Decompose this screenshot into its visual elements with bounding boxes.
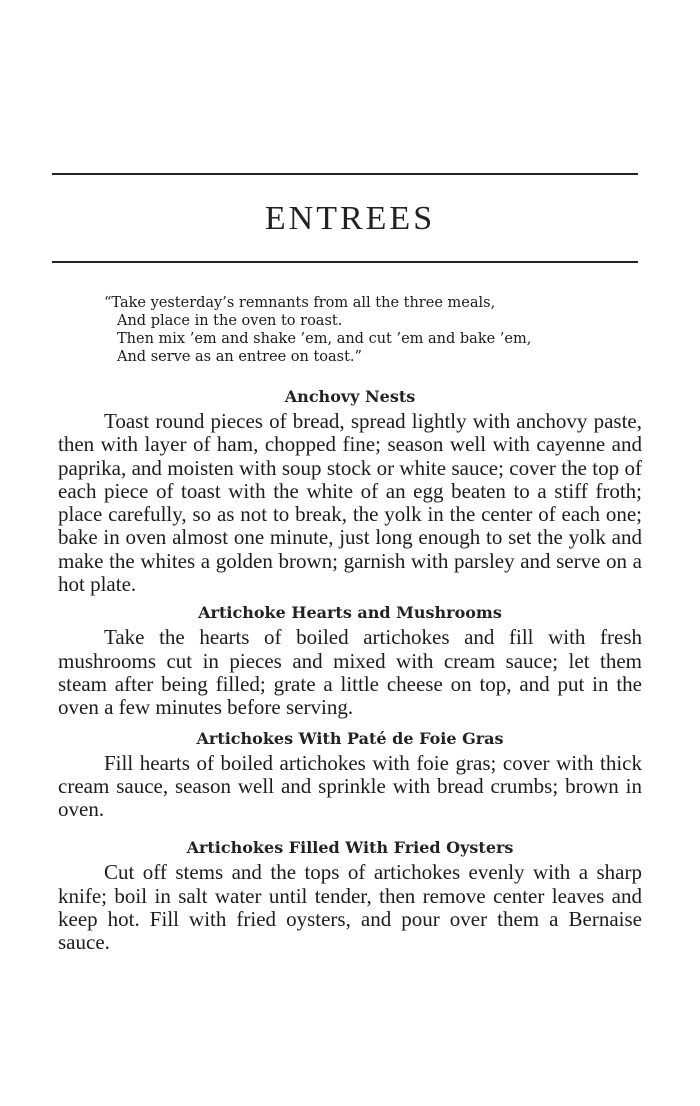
recipe-heading: Artichokes Filled With Fried Oysters <box>186 838 514 858</box>
recipe-anchovy-nests <box>58 384 642 596</box>
recipe-body: Cut off stems and the tops of artichokes evenly with a sharp knife; boil in salt water until tender, then remove center leaves and keep hot. Fill with fried oysters, and pour over them a Bernaise sauce. <box>58 860 642 955</box>
recipe-list <box>58 384 642 955</box>
recipe-heading: Anchovy Nests <box>284 387 416 406</box>
recipe-body: Fill hearts of boiled artichokes with foie gras; cover with thick cream sauce, season well and sprinkle with bread crumbs; brown in oven. <box>58 750 642 822</box>
recipe-heading: Artichoke Hearts and Mushrooms <box>198 603 502 623</box>
bottom-rule <box>52 261 638 263</box>
recipe-body: Toast round pieces of bread, spread lightly with anchovy paste, then with layer of ham, chopped fine; season well with cayenne and paprika, and moisten with soup stock or white sauce; cover the top of each piece of toast with the white of an egg beaten to a stiff froth; place carefully, so as not to break, the yolk in the center of each one; bake in oven almost one minute, just long enough to set the yolk and make the whites a golden brown; garnish with parsley and serve on a hot plate. <box>58 409 642 597</box>
recipe-artichokes-with-pate-de-foie-gras <box>58 726 642 822</box>
verse-line: And serve as an entree on toast.” <box>117 349 362 365</box>
verse-line: “Take yesterday’s remnants from all the three meals, <box>104 295 496 311</box>
verse-line: And place in the oven to roast. <box>117 313 343 329</box>
recipe-artichoke-hearts-and-mushrooms <box>58 600 642 719</box>
epigraph-verse <box>104 294 664 366</box>
top-rule <box>52 173 638 175</box>
recipe-artichokes-filled-with-fried-oysters <box>58 835 642 954</box>
recipe-heading: Artichokes With Paté de Foie Gras <box>196 728 504 748</box>
chapter-title: ENTREES <box>264 200 436 237</box>
verse-line: Then mix ’em and shake ’em, and cut ’em and bake ’em, <box>117 331 532 347</box>
recipe-body: Take the hearts of boiled artichokes and fill with fresh mushrooms cut in pieces and mixed with cream sauce; let them steam after being filled; grate a little cheese on top, and put in the oven a few minutes before serving. <box>58 625 642 720</box>
